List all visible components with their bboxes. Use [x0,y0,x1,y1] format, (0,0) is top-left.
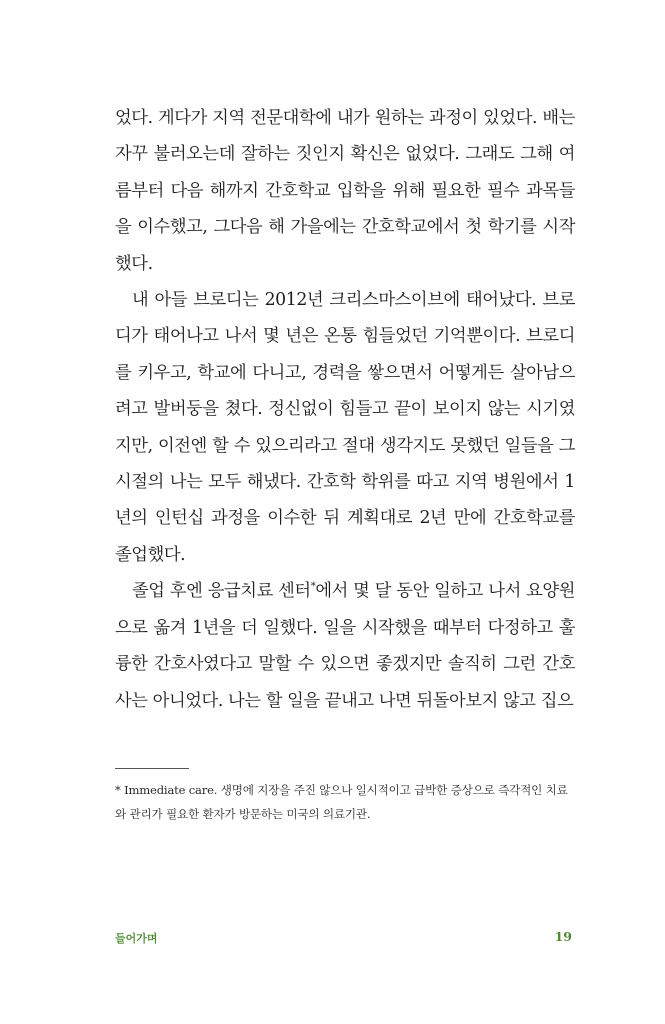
body-text [115,100,575,719]
paragraph-3-after: 에서 몇 달 동안 일하고 나서 요양원으로 옮겨 1년을 더 일했다. 일을 시작했을 때부터 다정하고 훌륭한 간호사였다고 말할 수 있으면 좋겠지만 솔직히 그런 간호사는 아니었다. 나는 할 일을 끝내고 나면 뒤돌아보지 않고 집으 [115,581,575,711]
running-footer-title: 들어가며 [115,932,158,945]
page-number: 19 [554,929,572,944]
footnote-reference-mark: * [310,581,316,593]
paragraph-1: 었다. 게다가 지역 전문대학에 내가 원하는 과정이 있었다. 배는 자꾸 불러오는데 잘하는 짓인지 확신은 없었다. 그래도 그해 여름부터 다음 해까지 간호학교 입학을 위해 필요한 필수 과목들을 이수했고, 그다음 해 가을에는 간호학교에서 첫 학기를 시작했다. [115,108,575,274]
footnote-text: * Immediate care. 생명에 지장을 주진 않으나 일시적이고 급박한 증상으로 즉각적인 치료와 관리가 필요한 환자가 방문하는 미국의 의료기관. [115,783,568,821]
paragraph-2: 내 아들 브로디는 2012년 크리스마스이브에 태어났다. 브로디가 태어나고 나서 몇 년은 온통 힘들었던 기억뿐이다. 브로디를 키우고, 학교에 다니고, 경력을 쌓으면서 어떻게든 살아남으려고 발버둥을 쳤다. 정신없이 힘들고 끝이 보이지 않는 시기였지만, 이전엔 할 수 있으리라고 절대 생각지도 못했던 일들을 그 시절의 나는 모두 해냈다. 간호학 학위를 따고 지역 병원에서 1년의 인턴십 과정을 이수한 뒤 계획대로 2년 만에 간호학교를 졸업했다. [115,290,575,565]
footnote-divider [115,768,189,769]
footnote [115,778,577,826]
paragraph-3-before: 졸업 후엔 응급치료 센터 [132,581,311,602]
paragraph-3 [115,573,575,719]
